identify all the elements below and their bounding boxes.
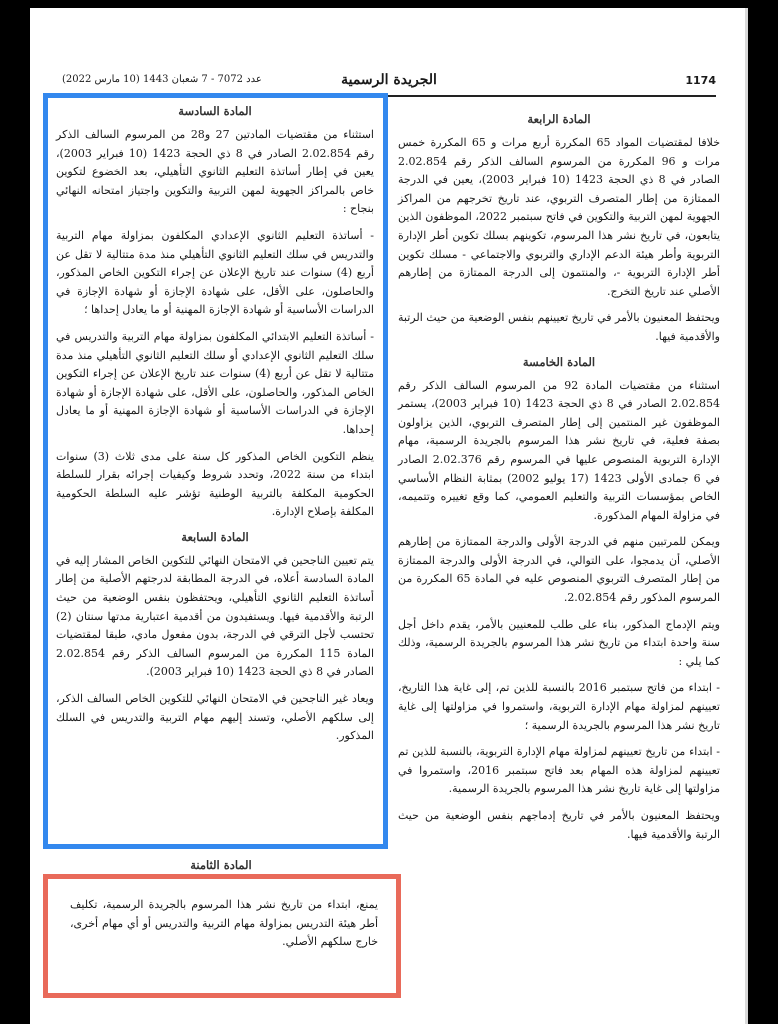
article-5-heading: المادة الخامسة xyxy=(522,354,596,369)
article-5-paragraph: ويحتفظ المعنيون بالأمر في تاريخ إدماجهم بنفس الوضعية من حيث الرتبة والأقدمية فيها. xyxy=(398,809,720,841)
article-7-heading: المادة السابعة xyxy=(181,529,249,544)
journal-name: الجريدة الرسمية xyxy=(341,72,437,88)
article-7-paragraph: يتم تعيين الناجحين في الامتحان النهائي للتكوين الخاص المشار إليه في المادة السادسة أعلاه، في الدرجة المطابقة لدرجتهم الأصلية من إطار أساتذة التعليم الثانوي التأهيلي، ويحتفظون بنفس الوضعية من حيث الرتبة والأقدمية فيها. ويستفيدون من أقدمية اعتبارية مدتها سنتان (2) تحتسب لأجل الترقي في الدرجة، بدون مفعول مادي، طبقا لمقتضيات المادة 115 المكررة من المرسوم السالف الذكر رقم 2.02.854 الصادر في 8 ذي الحجة 1423 (10 فبراير 2003). xyxy=(56,553,374,679)
article-6-paragraph: ينظم التكوين الخاص المذكور كل سنة على مدى ثلاث (3) سنوات ابتداء من سنة 2022، وتحدد شروط وكيفيات إجرائه بقرار للسلطة الحكومية المكلفة بالتربية الوطنية تؤشر عليه السلطة الحكومية المكلفة بإصلاح الإدارة. xyxy=(56,449,374,519)
page-number: 1174 xyxy=(685,74,716,87)
article-7-paragraph: ويعاد غير الناجحين في الامتحان النهائي للتكوين الخاص السالف الذكر، إلى سلكهم الأصلي، وتسند إليهم مهام التربية والتدريس في السلك المذكور. xyxy=(56,692,374,743)
article-6-paragraph: استثناء من مقتضيات المادتين 27 و28 من المرسوم السالف الذكر رقم 2.02.854 الصادر في 8 ذي الحجة 1423 (10 فبراير 2003)، يعين في إطار أساتذة التعليم الثانوي التأهيلي، بعد الخضوع لتكوين خاص بالمراكز الجهوية لمهن التربية والتكوين واجتياز امتحانه النهائي بنجاح : xyxy=(56,128,375,216)
article-6-list-item: - أساتذة التعليم الابتدائي المكلفون بمزاولة مهام التربية والتدريس في سلك التعليم الثانوي الإعدادي أو سلك التعليم الثانوي التأهيلي منذ مدة متتالية لا تقل عن أربع (4) سنوات عند تاريخ الإعلان عن إجراء التكوين الخاص المذكور، والحاصلون، على الأقل، على شهادة الإجازة أو شهادة الإجازة في الدراسات الأساسية أو شهادة الإجازة المهنية أو ما يعادل إحداها. xyxy=(56,329,374,436)
article-6-heading: المادة السادسة xyxy=(178,104,252,118)
right-column xyxy=(398,106,720,852)
article-4-paragraph: ويحتفظ المعنيون بالأمر في تاريخ تعيينهم بنفس الوضعية من حيث الرتبة والأقدمية فيها. xyxy=(398,311,720,343)
article-8-heading: المادة الثامنة xyxy=(190,858,252,872)
left-column-article-8 xyxy=(56,852,386,960)
article-4-paragraph: خلافا لمقتضيات المواد 65 المكررة أربع مرات و 65 المكررة خمس مرات و 96 المكررة من المرسوم السالف الذكر رقم 2.02.854 الصادر في 8 ذي الحجة 1423 (10 فبراير 2003)، يعين في الدرجة الممتازة من إطار المتصرف التربوي، عند تاريخ تخرجهم من المراكز الجهوية لمهن التربية والتكوين في فاتح سبتمبر 2022، الموظفون الذين يتابعون، في تاريخ نشر هذا المرسوم، تكوينهم بسلك تكوين أطر الإدارة التربوية وأطر هيئة الدعم الإداري والتربوي والاجتماعي - مسلك تكوين أطر الإدارة التربوية -، والمنتمون إلى الدرجة الممتازة من إطارهم الأصلي عند تاريخ التخرج. xyxy=(398,136,720,298)
article-5-paragraph: استثناء من مقتضيات المادة 92 من المرسوم السالف الذكر رقم 2.02.854 الصادر في 8 ذي الحجة 1423 (10 فبراير 2003)، يستمر الموظفون غير المنتمين إلى إطار المتصرف التربوي، الذين يزاولون بصفة فعلية، في تاريخ نشر هذا المرسوم بالجريدة الرسمية، مهام الإدارة التربوية المنصوص عليها في المرسوم رقم 2.02.376 الصادر في 6 جمادى الأولى 1423 (17 يوليو 2002) بمثابة النظام الأساسي الخاص بمؤسسات التربية والتعليم العمومي، كما وقع تغييره وتتميمه، في مزاولة المهام المذكورة. xyxy=(398,378,721,522)
left-column-highlighted xyxy=(56,98,374,754)
page-header xyxy=(62,74,716,94)
article-4-heading: المادة الرابعة xyxy=(527,112,591,126)
article-5-list-item: - ابتداء من فاتح سبتمبر 2016 بالنسبة للذين تم، إلى غاية هذا التاريخ، تعيينهم لمزاولة مهام الإدارة التربوية، واستمروا في مزاولتها إلى غاية تاريخ نشر هذا المرسوم بالجريدة الرسمية ؛ xyxy=(398,681,720,732)
article-5-paragraph: ويمكن للمرتبين منهم في الدرجة الأولى والدرجة الممتازة من إطارهم الأصلي، أن يدمجوا، على التوالي، في الدرجة الأولى والدرجة الممتازة من إطار المتصرف التربوي المنصوص عليه في المادة 65 المكررة من المرسوم المذكور رقم 2.02.854. xyxy=(398,535,720,605)
article-5-list-item: - ابتداء من تاريخ تعيينهم لمزاولة مهام الإدارة التربوية، بالنسبة للذين تم تعيينهم لمزاولة هذه المهام بعد فاتح سبتمبر 2016، واستمروا في مزاولتها إلى غاية تاريخ نشر هذا المرسوم بالجريدة الرسمية. xyxy=(398,745,720,796)
article-5-paragraph: ويتم الإدماج المذكور، بناء على طلب للمعنيين بالأمر، يقدم داخل أجل سنة واحدة ابتداء من تاريخ نشر هذا المرسوم بالجريدة الرسمية، وذلك كما يلي : xyxy=(398,617,720,668)
page-edge xyxy=(745,8,748,1024)
article-8-paragraph: يمنع، ابتداء من تاريخ نشر هذا المرسوم بالجريدة الرسمية، تكليف أطر هيئة التدريس بمزاولة مهام التربية والتدريس أو أي مهام أخرى، خارج سلكهم الأصلي. xyxy=(70,898,378,949)
issue-info: عدد 7072 - 7 شعبان 1443 (10 مارس 2022) xyxy=(62,74,262,85)
article-6-list-item: - أساتذة التعليم الثانوي الإعدادي المكلفون بمزاولة مهام التربية والتدريس في سلك التعليم الثانوي التأهيلي منذ مدة متتالية لا تقل عن أربع (4) سنوات عند تاريخ الإعلان عن إجراء التكوين الخاص المذكور، والحاصلون، على الأقل، على شهادة الإجازة أو شهادة الإجازة في الدراسات الأساسية أو شهادة الإجازة المهنية أو ما يعادل إحداها ؛ xyxy=(56,228,374,317)
header-rule xyxy=(62,95,716,97)
